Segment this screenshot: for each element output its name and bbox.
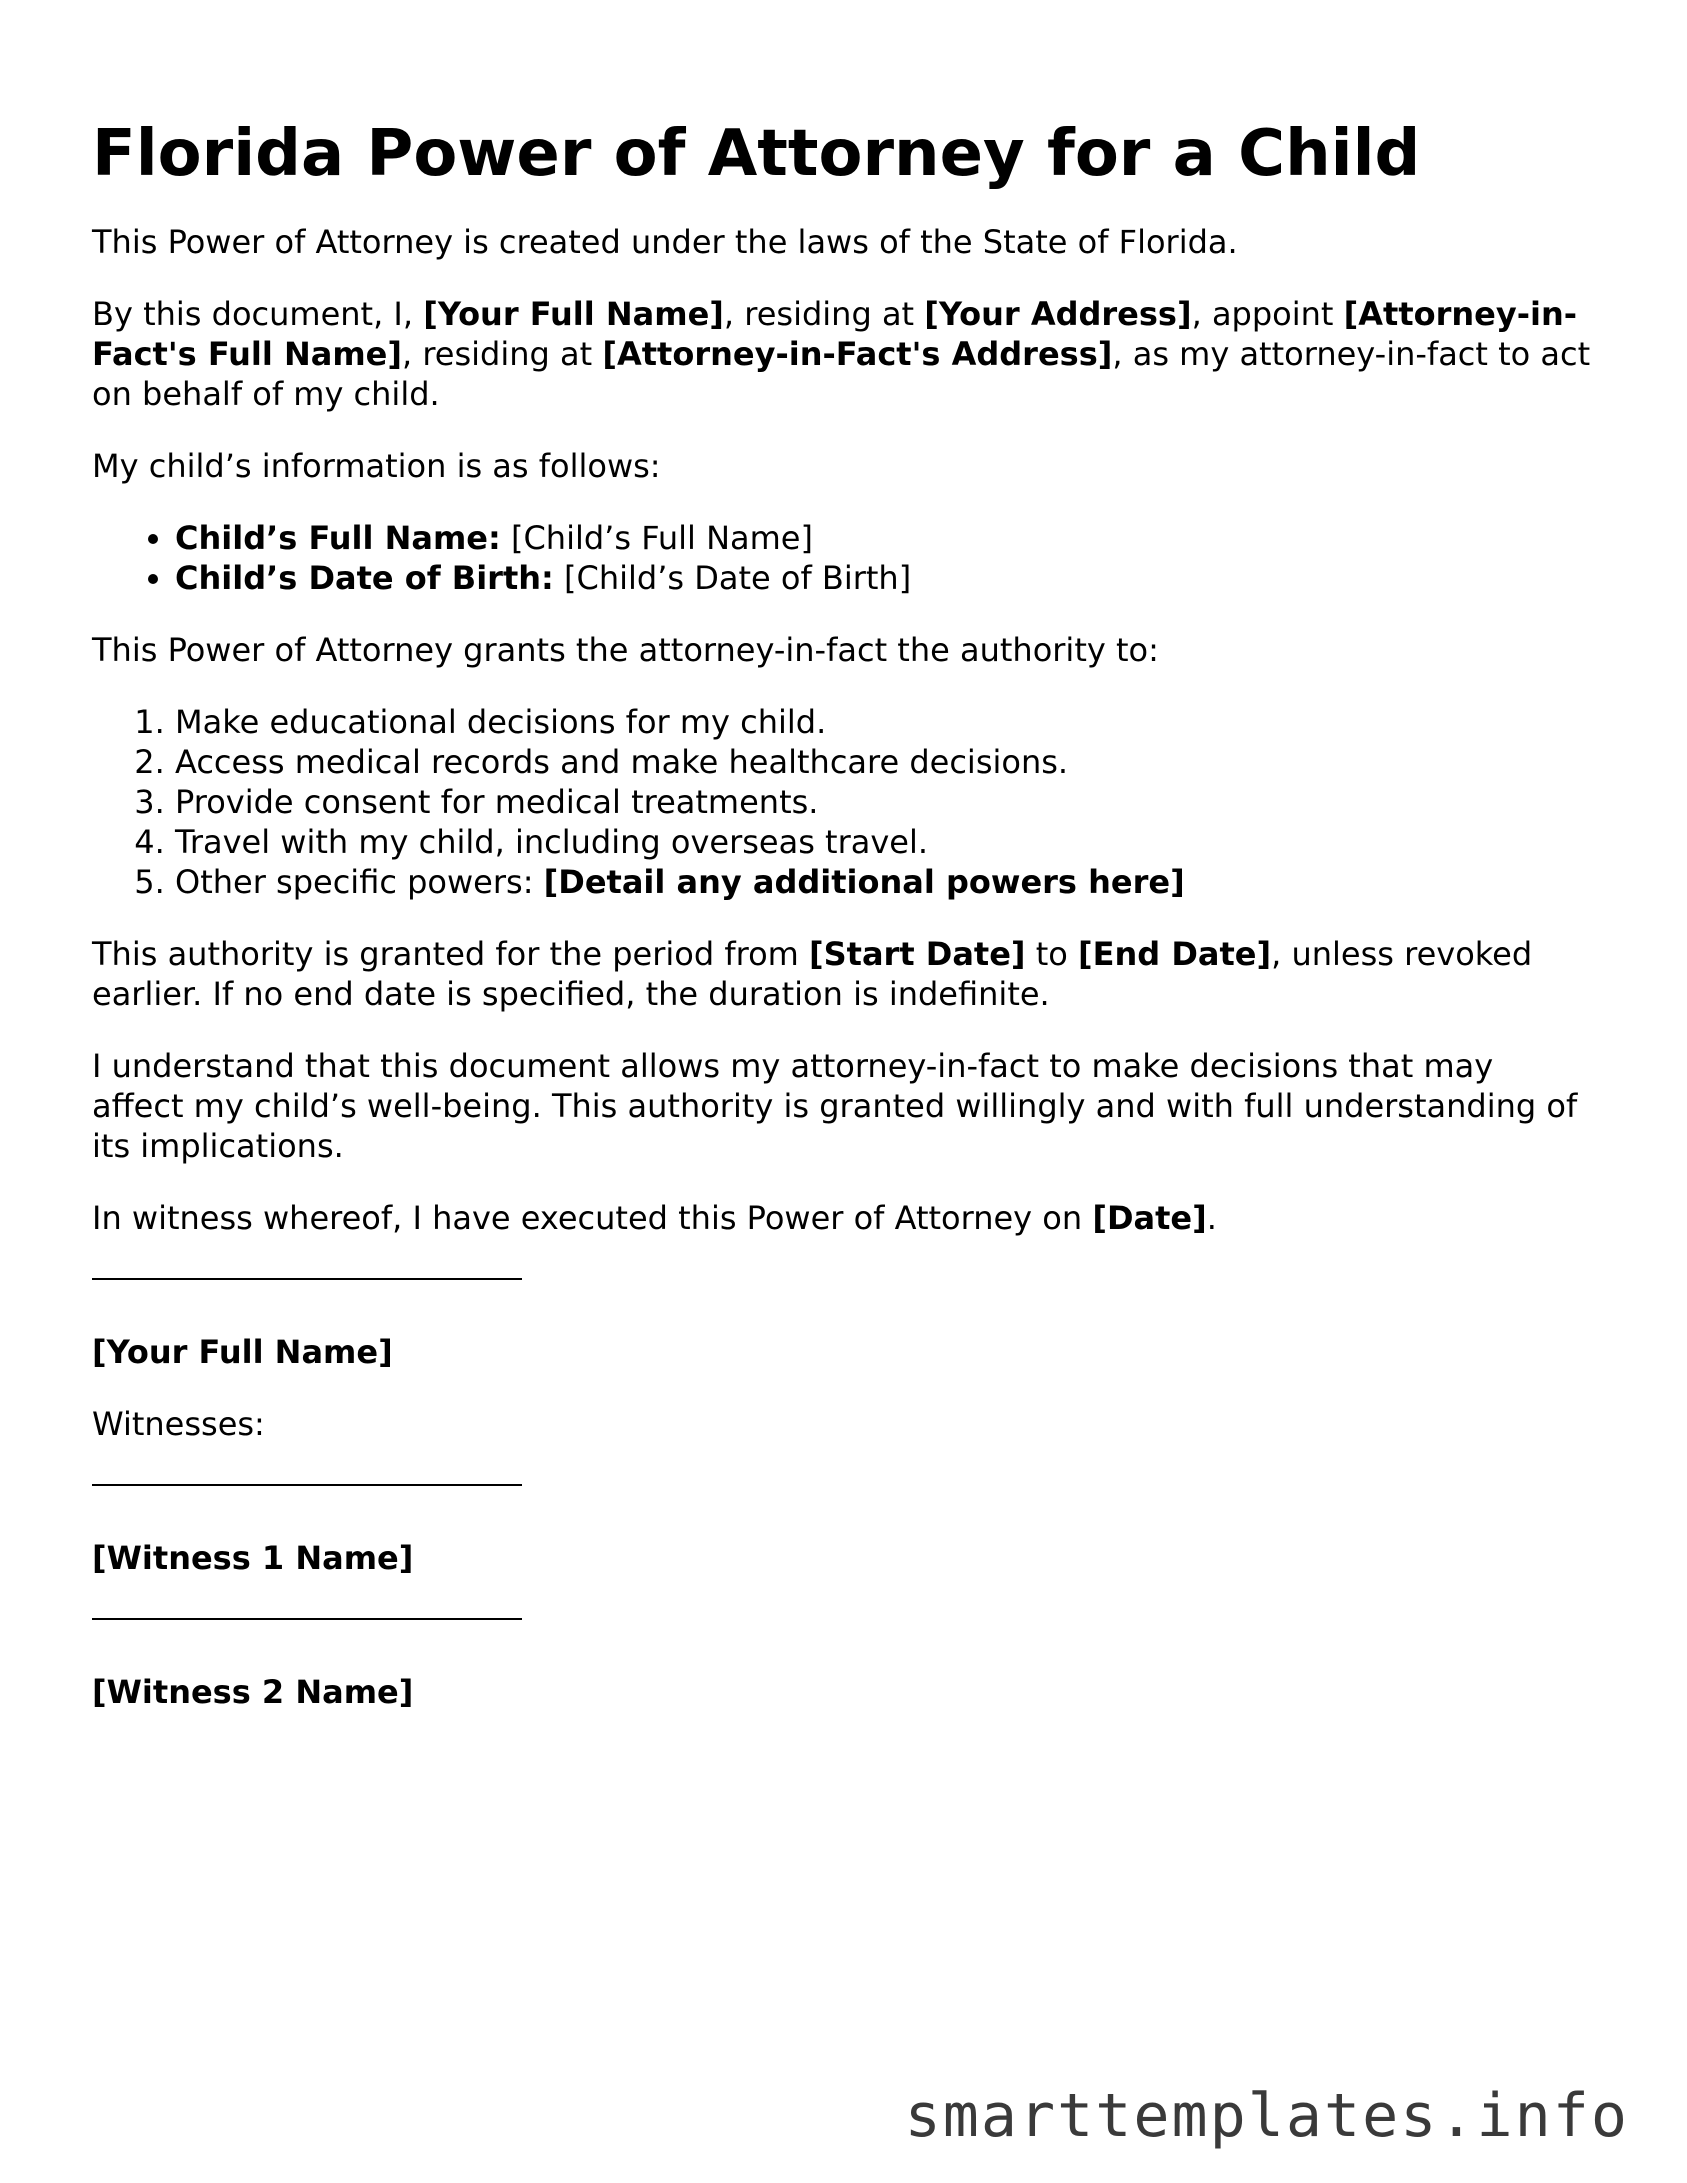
period-paragraph: [92, 934, 1592, 1014]
signer-name-placeholder: [Your Full Name]: [92, 1333, 393, 1371]
signer-signature-line: [92, 1278, 522, 1280]
appointment-paragraph: [92, 294, 1592, 414]
attorney-address-placeholder: [Attorney-in-Fact's Address]: [602, 335, 1113, 373]
child-name-label: Child’s Full Name:: [175, 519, 501, 557]
list-item: [175, 862, 1592, 902]
list-item: 3. Provide consent for medical treatments.: [175, 782, 1592, 822]
start-date-placeholder: [Start Date]: [808, 935, 1026, 973]
attorney-name-placeholder: [Attorney-in-Fact's Full Name]: [92, 295, 1578, 373]
appointment-text-2: , residing at: [723, 295, 925, 333]
list-item: [175, 558, 1592, 598]
appointment-text-3: , appoint: [1191, 295, 1344, 333]
child-info-intro: My child’s information is as follows:: [92, 447, 661, 485]
list-item: 2. Access medical records and make healthcare decisions.: [175, 742, 1592, 782]
witnesses-label: Witnesses:: [92, 1405, 265, 1443]
witness1-signature-line: [92, 1484, 522, 1486]
witness2-signature-line: [92, 1618, 522, 1620]
signer-name: [92, 1332, 1592, 1372]
witness1-name: [92, 1538, 1592, 1578]
appointment-text-5: , as my attorney-in-fact to act on behalf of my child.: [92, 335, 1591, 413]
period-text-1: This authority is granted for the period from: [92, 935, 809, 973]
understanding-paragraph: I understand that this document allows my attorney-in-fact to make decisions that may affect my child’s well-being. This authority is granted willingly and with full understanding of its implications.: [92, 1047, 1578, 1165]
appointment-text-4: , residing at: [402, 335, 603, 373]
witness1-name-placeholder: [Witness 1 Name]: [92, 1539, 414, 1577]
child-dob-label: Child’s Date of Birth:: [175, 559, 554, 597]
period-text-2: to: [1025, 935, 1079, 973]
witness-clause: [92, 1198, 1592, 1238]
witness-clause-text-1: In witness whereof, I have executed this Power of Attorney on: [92, 1199, 1093, 1237]
document-page: [92, 112, 1592, 1744]
document-title: Florida Power of Attorney for a Child: [92, 117, 1421, 191]
intro-paragraph: This Power of Attorney is created under the laws of the State of Florida.: [92, 223, 1238, 261]
end-date-placeholder: [End Date]: [1078, 935, 1272, 973]
witness-clause-text-2: .: [1206, 1199, 1217, 1237]
witness2-name: [92, 1672, 1592, 1712]
other-powers-placeholder: [Detail any additional powers here]: [543, 863, 1185, 901]
child-name-value: [Child’s Full Name]: [500, 519, 813, 557]
appointment-text-1: By this document, I,: [92, 295, 424, 333]
period-text-3: , unless revoked earlier. If no end date is specified, the duration is indefinite.: [92, 935, 1533, 1013]
list-item: 1. Make educational decisions for my child.: [175, 702, 1592, 742]
powers-intro: This Power of Attorney grants the attorney-in-fact the authority to:: [92, 631, 1159, 669]
witness2-name-placeholder: [Witness 2 Name]: [92, 1673, 414, 1711]
execution-date-placeholder: [Date]: [1092, 1199, 1207, 1237]
list-item: 4. Travel with my child, including overseas travel.: [175, 822, 1592, 862]
watermark: smarttemplates.info: [904, 2081, 1629, 2151]
your-name-placeholder: [Your Full Name]: [423, 295, 724, 333]
powers-list: [92, 702, 1592, 902]
other-powers-text: Other specific powers:: [175, 863, 544, 901]
your-address-placeholder: [Your Address]: [924, 295, 1192, 333]
list-item: [175, 518, 1592, 558]
child-dob-value: [Child’s Date of Birth]: [553, 559, 912, 597]
child-info-list: [92, 518, 1592, 598]
